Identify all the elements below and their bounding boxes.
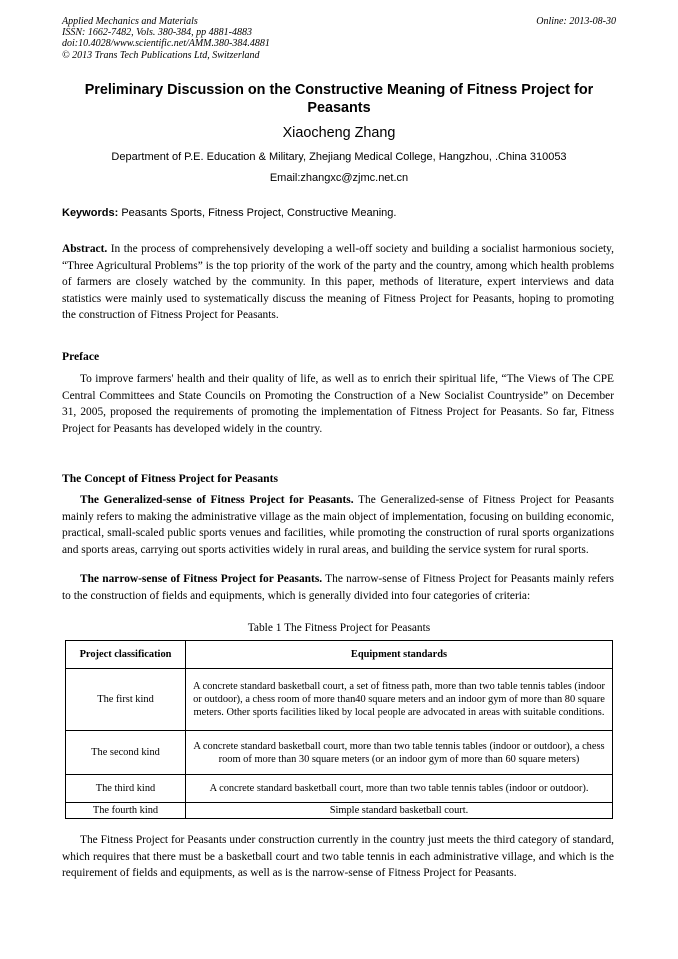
- table-row: [66, 775, 613, 803]
- table-row: [66, 731, 613, 775]
- keywords-label: Keywords:: [62, 207, 119, 219]
- table-header-row: [66, 641, 613, 669]
- journal-info: [62, 16, 616, 61]
- doi-line: doi:10.4028/www.scientific.net/AMM.380-384.4881: [62, 38, 270, 50]
- table-row: [66, 669, 613, 731]
- table-cell-standards: Simple standard basketball court.: [186, 803, 613, 819]
- table-cell-classification: The fourth kind: [66, 803, 186, 819]
- closing-paragraph: The Fitness Project for Peasants under construction currently in the country just meets the third category of standard, which requires that there must be a basketball court and two table tennis in each administrative village, and which is the requirement of fields and equipments, as well as is the narrow-sense of Fitness Project for Peasants.: [62, 834, 614, 880]
- abstract-label: Abstract.: [62, 243, 108, 255]
- issn-line: ISSN: 1662-7482, Vols. 380-384, pp 4881-4883: [62, 27, 252, 39]
- narrow-sense-label: The narrow-sense of Fitness Project for Peasants.: [80, 573, 323, 585]
- table-header-classification: Project classification: [66, 641, 186, 669]
- generalized-sense-text: The Generalized-sense of Fitness Project for Peasants mainly refers to making the administrative village as the main object of implementation, focusing on building economic, practical, small-scaled public sports venues and facilities, while promoting the construction of rural sports organizations and sports areas, carrying out sports activities widely in rural areas, and building the service system for rural sports.: [62, 494, 614, 556]
- online-date: Online: 2013-08-30: [536, 16, 616, 27]
- preface-heading: Preface: [62, 350, 100, 363]
- keywords-text: Peasants Sports, Fitness Project, Constructive Meaning.: [121, 207, 397, 219]
- table-cell-classification: The third kind: [66, 775, 186, 803]
- author-affiliation: Department of P.E. Education & Military, Zhejiang Medical College, Hangzhou, .China 310053: [111, 151, 567, 163]
- journal-name: Applied Mechanics and Materials: [62, 16, 198, 27]
- abstract-paragraph: [62, 241, 614, 324]
- copyright-line: © 2013 Trans Tech Publications Ltd, Switzerland: [62, 49, 260, 61]
- table-caption: Table 1 The Fitness Project for Peasants: [247, 622, 431, 634]
- journal-header: [62, 16, 616, 61]
- table-cell-standards: A concrete standard basketball court, more than two table tennis tables (indoor or outdoor).: [186, 775, 613, 803]
- table-cell-classification: The first kind: [66, 669, 186, 731]
- concept-heading: The Concept of Fitness Project for Peasants: [62, 472, 278, 485]
- table-row: [66, 803, 613, 819]
- author-name: Xiaocheng Zhang: [282, 125, 396, 141]
- table-header-standards: Equipment standards: [186, 641, 613, 669]
- narrow-sense-text: The narrow-sense of Fitness Project for Peasants mainly refers to the construction of fields and equipments, which is generally divided into four categories of criteria:: [62, 573, 614, 602]
- author-email: Email:zhangxc@zjmc.net.cn: [269, 172, 409, 184]
- table-cell-classification: The second kind: [66, 731, 186, 775]
- fitness-project-table: [65, 640, 613, 819]
- keywords: [62, 206, 616, 220]
- table-cell-standards: A concrete standard basketball court, a set of fitness path, more than two table tennis tables (indoor or outdoor), a chess room of more than40 square meters and an indoor gym of more than 80 square meters. Other sports facilities liked by local people are advocated in areas with suitable conditions.: [186, 669, 613, 731]
- generalized-sense-label: The Generalized-sense of Fitness Project for Peasants.: [80, 494, 354, 506]
- preface-paragraph: To improve farmers' health and their quality of life, as well as to enrich their spiritual life, “The Views of The CPE Central Committees and State Councils on Promoting the Construction of a New Socialist Countryside” on December 31, 2005, proposed the requirements of promoting the implementation of Fitness Project for Peasants. So far, Fitness Project for Peasants has developed widely in the country.: [62, 373, 614, 435]
- abstract-text: In the process of comprehensively developing a well-off society and building a socialist harmonious society, “Three Agricultural Problems” is the top priority of the work of the party and the country, among which health problems of farmers are closely watched by the community. In this paper, methods of literature, expert interviews and data statistics were mainly used to systematically discuss the meaning of Fitness Project for Peasants, hoping to promoting the construction of Fitness Project for Peasants.: [62, 243, 614, 322]
- table-cell-standards: A concrete standard basketball court, more than two table tennis tables (indoor or outdoor), a chess room of more than 30 square meters (or an indoor gym of more than 60 square meters): [186, 731, 613, 775]
- narrow-sense-paragraph: [62, 571, 614, 604]
- generalized-sense-paragraph: [62, 492, 614, 558]
- paper-title: Preliminary Discussion on the Constructive Meaning of Fitness Project for Peasants: [84, 82, 594, 116]
